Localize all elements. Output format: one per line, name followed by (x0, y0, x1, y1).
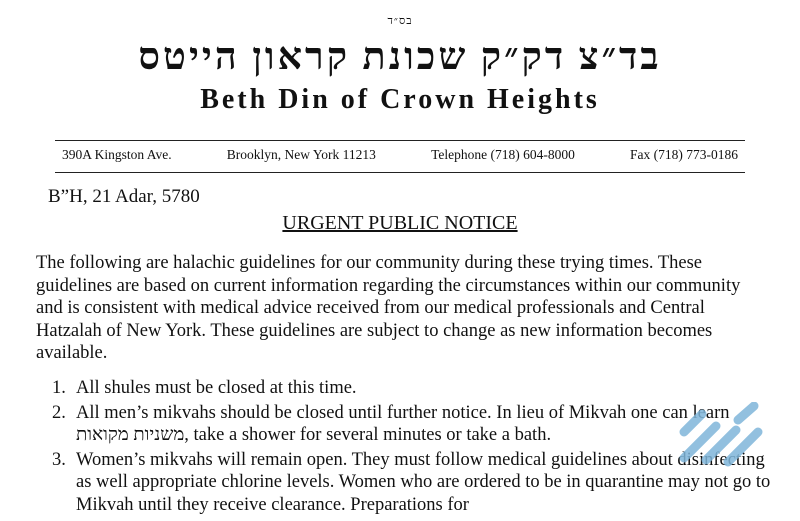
guidelines-list (52, 377, 772, 518)
item-number: 1. (52, 378, 66, 398)
intro-paragraph: The following are halachic guidelines for our community during these trying times. These guidelines are based on current information regarding the circumstances within our community and is consistent with medical advice received from our medical professionals and Central Hatzalah of New York. These guidelines are subject to change as new information becomes available. (36, 253, 741, 363)
list-item (52, 377, 772, 400)
notice-title: URGENT PUBLIC NOTICE (282, 212, 518, 234)
city: Brooklyn, New York 11213 (226, 147, 376, 162)
item-number: 3. (52, 449, 66, 470)
item-text-part-a: All men’s mikvahs should be closed until further notice. In lieu of Mikvah one can learn (76, 402, 730, 423)
fax: Fax (718) 773-0186 (629, 147, 738, 162)
contact-line (62, 147, 738, 163)
list-item (52, 402, 772, 447)
bsd-mark: בס״ד (387, 15, 413, 27)
hebrew-letterhead-title: בד״צ דק״ק שכונת קראון הייטס (138, 36, 662, 78)
hebrew-inline-text: משניות מקואות (76, 425, 185, 445)
letterhead-rule-top (55, 140, 745, 141)
date-line: B”H, 21 Adar, 5780 (48, 186, 200, 207)
address: 390A Kingston Ave. (62, 147, 172, 162)
item-number: 2. (52, 402, 66, 423)
letterhead-rule-bottom (55, 172, 745, 173)
item-text: All shules must be closed at this time. (76, 378, 357, 398)
english-letterhead-title: Beth Din of Crown Heights (200, 84, 600, 115)
item-text-part-b: , take a shower for several minutes or take a bath. (184, 425, 552, 445)
list-item (52, 449, 772, 517)
watermark-logo-icon (676, 402, 766, 472)
item-text (76, 402, 772, 447)
telephone: Telephone (718) 604-8000 (431, 147, 575, 162)
item-text: Women’s mikvahs will remain open. They must follow medical guidelines about disinfecting as well appropriate chlorine levels. Women who are ordered to be in quarantine may not go to Mikvah until they receive clearance. Preparations for (76, 449, 771, 515)
